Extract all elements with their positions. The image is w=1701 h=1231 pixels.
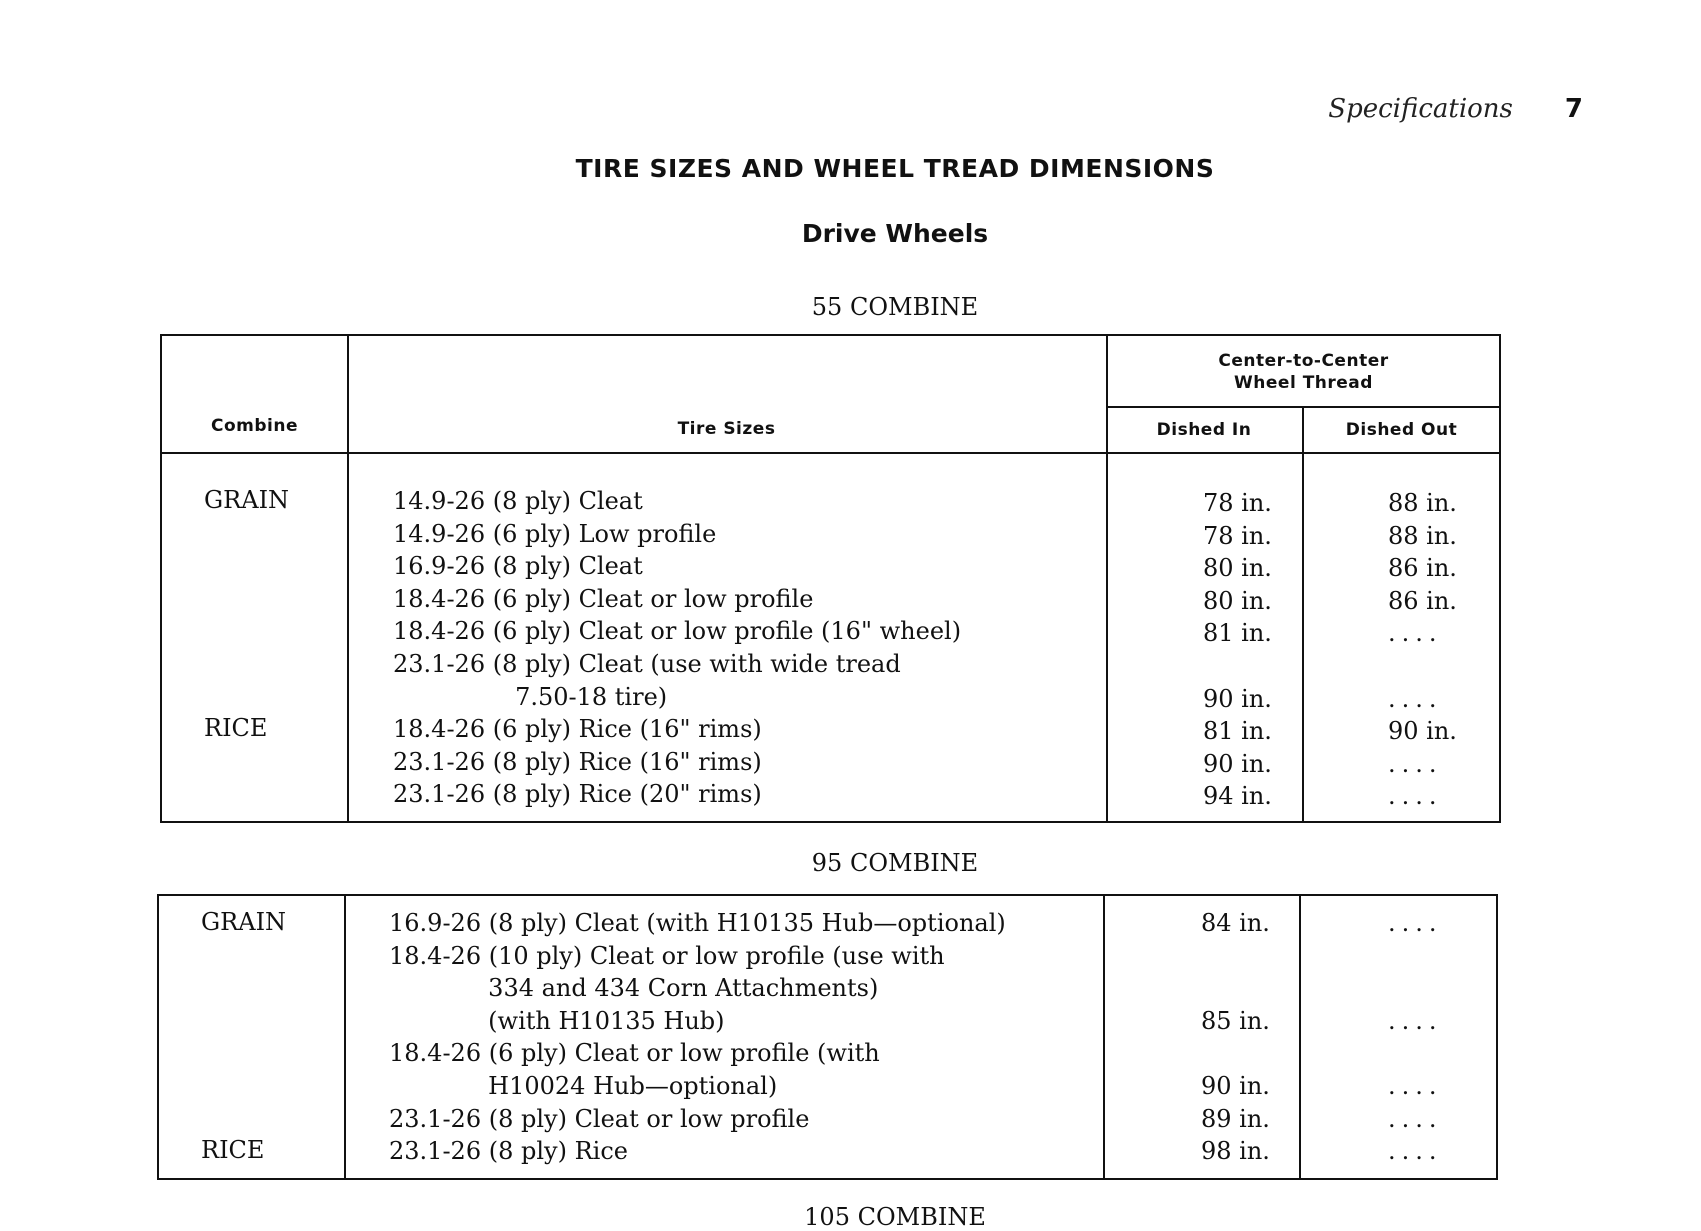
- combine-label: [201, 939, 286, 972]
- tire-size-column: [389, 907, 1006, 1168]
- dished-in-value: [1201, 972, 1270, 1005]
- dished-in-value: 81 in.: [1203, 717, 1272, 746]
- combine-label: [201, 1004, 286, 1037]
- combine-label: [201, 1102, 286, 1135]
- header-bottom-rule: [162, 452, 1499, 454]
- dished-out-value: ....: [1388, 619, 1443, 648]
- tire-size: 23.1-26 (8 ply) Rice (20" rims): [393, 780, 762, 809]
- dished-out-column: [1388, 487, 1457, 813]
- dished-in-value: 78 in.: [1203, 489, 1272, 517]
- tire-size: 23.1-26 (8 ply) Cleat (use with wide tread: [393, 649, 901, 678]
- section-name: Specifications: [1328, 94, 1513, 124]
- dished-in-value: 94 in.: [1203, 782, 1272, 811]
- dished-out-value: 86 in.: [1388, 554, 1457, 583]
- tire-size: 18.4-26 (6 ply) Rice (16" rims): [393, 715, 762, 744]
- dished-in-value: 98 in.: [1201, 1137, 1270, 1166]
- column-divider: [1103, 896, 1105, 1178]
- combine-label: [204, 549, 289, 582]
- dished-out-value: ....: [1388, 1137, 1443, 1166]
- combine-55-title: 55 COMBINE: [811, 293, 979, 321]
- running-header: [1328, 94, 1583, 124]
- dished-out-value: ....: [1388, 909, 1443, 937]
- combine-label: [201, 971, 286, 1004]
- combine-label: [204, 614, 289, 647]
- tire-size: 18.4-26 (10 ply) Cleat or low profile (use with: [389, 941, 945, 970]
- combine-label: [204, 517, 289, 550]
- header-tread-line2: Wheel Thread: [1234, 373, 1373, 393]
- column-divider: [1106, 336, 1108, 821]
- tire-size: 16.9-26 (8 ply) Cleat (with H10135 Hub—optional): [389, 909, 1006, 937]
- page-number: 7: [1564, 94, 1583, 124]
- tire-size-column: [393, 485, 961, 811]
- column-divider: [347, 336, 349, 821]
- dished-out-value: 86 in.: [1388, 586, 1457, 615]
- dished-in-value: [1201, 1037, 1270, 1070]
- dished-in-value: 89 in.: [1201, 1104, 1270, 1133]
- combine-label: [204, 745, 289, 778]
- tire-size: 23.1-26 (8 ply) Rice: [389, 1137, 628, 1166]
- combine-label: GRAIN: [204, 486, 290, 514]
- combine-95-table: [157, 894, 1498, 1180]
- dished-out-value: 90 in.: [1388, 717, 1457, 746]
- tire-size: 16.9-26 (8 ply) Cleat: [393, 552, 643, 581]
- dished-out-value: ....: [1388, 1071, 1443, 1100]
- combine-label: RICE: [201, 1136, 265, 1165]
- header-dished-in: Dished In: [1156, 420, 1252, 440]
- tire-size: 334 and 434 Corn Attachments): [389, 974, 879, 1003]
- combine-label: [204, 647, 289, 680]
- dished-out-value: [1388, 940, 1443, 973]
- dished-out-value: [1388, 650, 1457, 683]
- tire-size: 7.50-18 tire): [393, 682, 668, 711]
- combine-column: [204, 484, 289, 810]
- combine-label: RICE: [204, 714, 268, 743]
- tire-size: 18.4-26 (6 ply) Cleat or low profile (with: [389, 1039, 880, 1068]
- dished-out-value: ....: [1388, 1104, 1443, 1133]
- dished-in-value: 78 in.: [1203, 521, 1272, 550]
- tire-size: 23.1-26 (8 ply) Cleat or low profile: [389, 1104, 810, 1133]
- header-tire-sizes: Tire Sizes: [677, 419, 776, 439]
- combine-label: [204, 777, 289, 810]
- combine-label: [201, 1036, 286, 1069]
- dished-out-column: [1388, 907, 1443, 1168]
- dished-in-value: 80 in.: [1203, 554, 1272, 583]
- header-group-rule: [1106, 406, 1499, 408]
- dished-out-value: [1388, 972, 1443, 1005]
- dished-out-value: ....: [1388, 782, 1443, 811]
- dished-out-value: [1388, 1037, 1443, 1070]
- dished-out-value: 88 in.: [1388, 521, 1457, 550]
- combine-95-title: 95 COMBINE: [811, 849, 979, 877]
- combine-label: [201, 1069, 286, 1102]
- dished-in-value: [1203, 650, 1272, 683]
- dished-out-value: 88 in.: [1388, 489, 1457, 517]
- dished-in-value: 84 in.: [1201, 909, 1270, 937]
- dished-in-value: 90 in.: [1203, 749, 1272, 778]
- tire-size: 18.4-26 (6 ply) Cleat or low profile: [393, 584, 814, 613]
- dished-in-value: [1201, 940, 1270, 973]
- combine-55-table: [160, 334, 1501, 823]
- dished-in-value: 80 in.: [1203, 586, 1272, 615]
- combine-label: [204, 680, 289, 713]
- tire-size: 23.1-26 (8 ply) Rice (16" rims): [393, 747, 762, 776]
- tire-size: 14.9-26 (8 ply) Cleat: [393, 487, 643, 515]
- dished-in-column: [1201, 907, 1270, 1168]
- next-section-title: 105 COMBINE: [804, 1203, 986, 1231]
- dished-in-value: 90 in.: [1203, 684, 1272, 713]
- dished-out-value: ....: [1388, 749, 1443, 778]
- dished-in-value: 81 in.: [1203, 619, 1272, 648]
- document-subtitle: Drive Wheels: [801, 219, 989, 248]
- header-combine: Combine: [211, 416, 298, 436]
- document-title: TIRE SIZES AND WHEEL TREAD DIMENSIONS: [575, 154, 1215, 183]
- tire-size: 18.4-26 (6 ply) Cleat or low profile (16" wheel): [393, 617, 962, 646]
- dished-in-column: [1203, 487, 1272, 813]
- combine-column: [201, 906, 286, 1167]
- tire-size: H10024 Hub—optional): [389, 1071, 778, 1100]
- tire-size: (with H10135 Hub): [389, 1006, 725, 1035]
- column-divider: [344, 896, 346, 1178]
- header-dished-out: Dished Out: [1345, 420, 1458, 440]
- header-tread-group: [1106, 350, 1501, 394]
- combine-label: [204, 582, 289, 615]
- header-tread-line1: Center-to-Center: [1218, 351, 1389, 371]
- tire-size: 14.9-26 (6 ply) Low profile: [393, 519, 717, 548]
- column-divider: [1302, 406, 1304, 821]
- dished-out-value: ....: [1388, 1006, 1443, 1035]
- combine-label: GRAIN: [201, 908, 287, 936]
- dished-in-value: 85 in.: [1201, 1006, 1270, 1035]
- dished-in-value: 90 in.: [1201, 1071, 1270, 1100]
- column-divider: [1299, 896, 1301, 1178]
- dished-out-value: ....: [1388, 684, 1443, 713]
